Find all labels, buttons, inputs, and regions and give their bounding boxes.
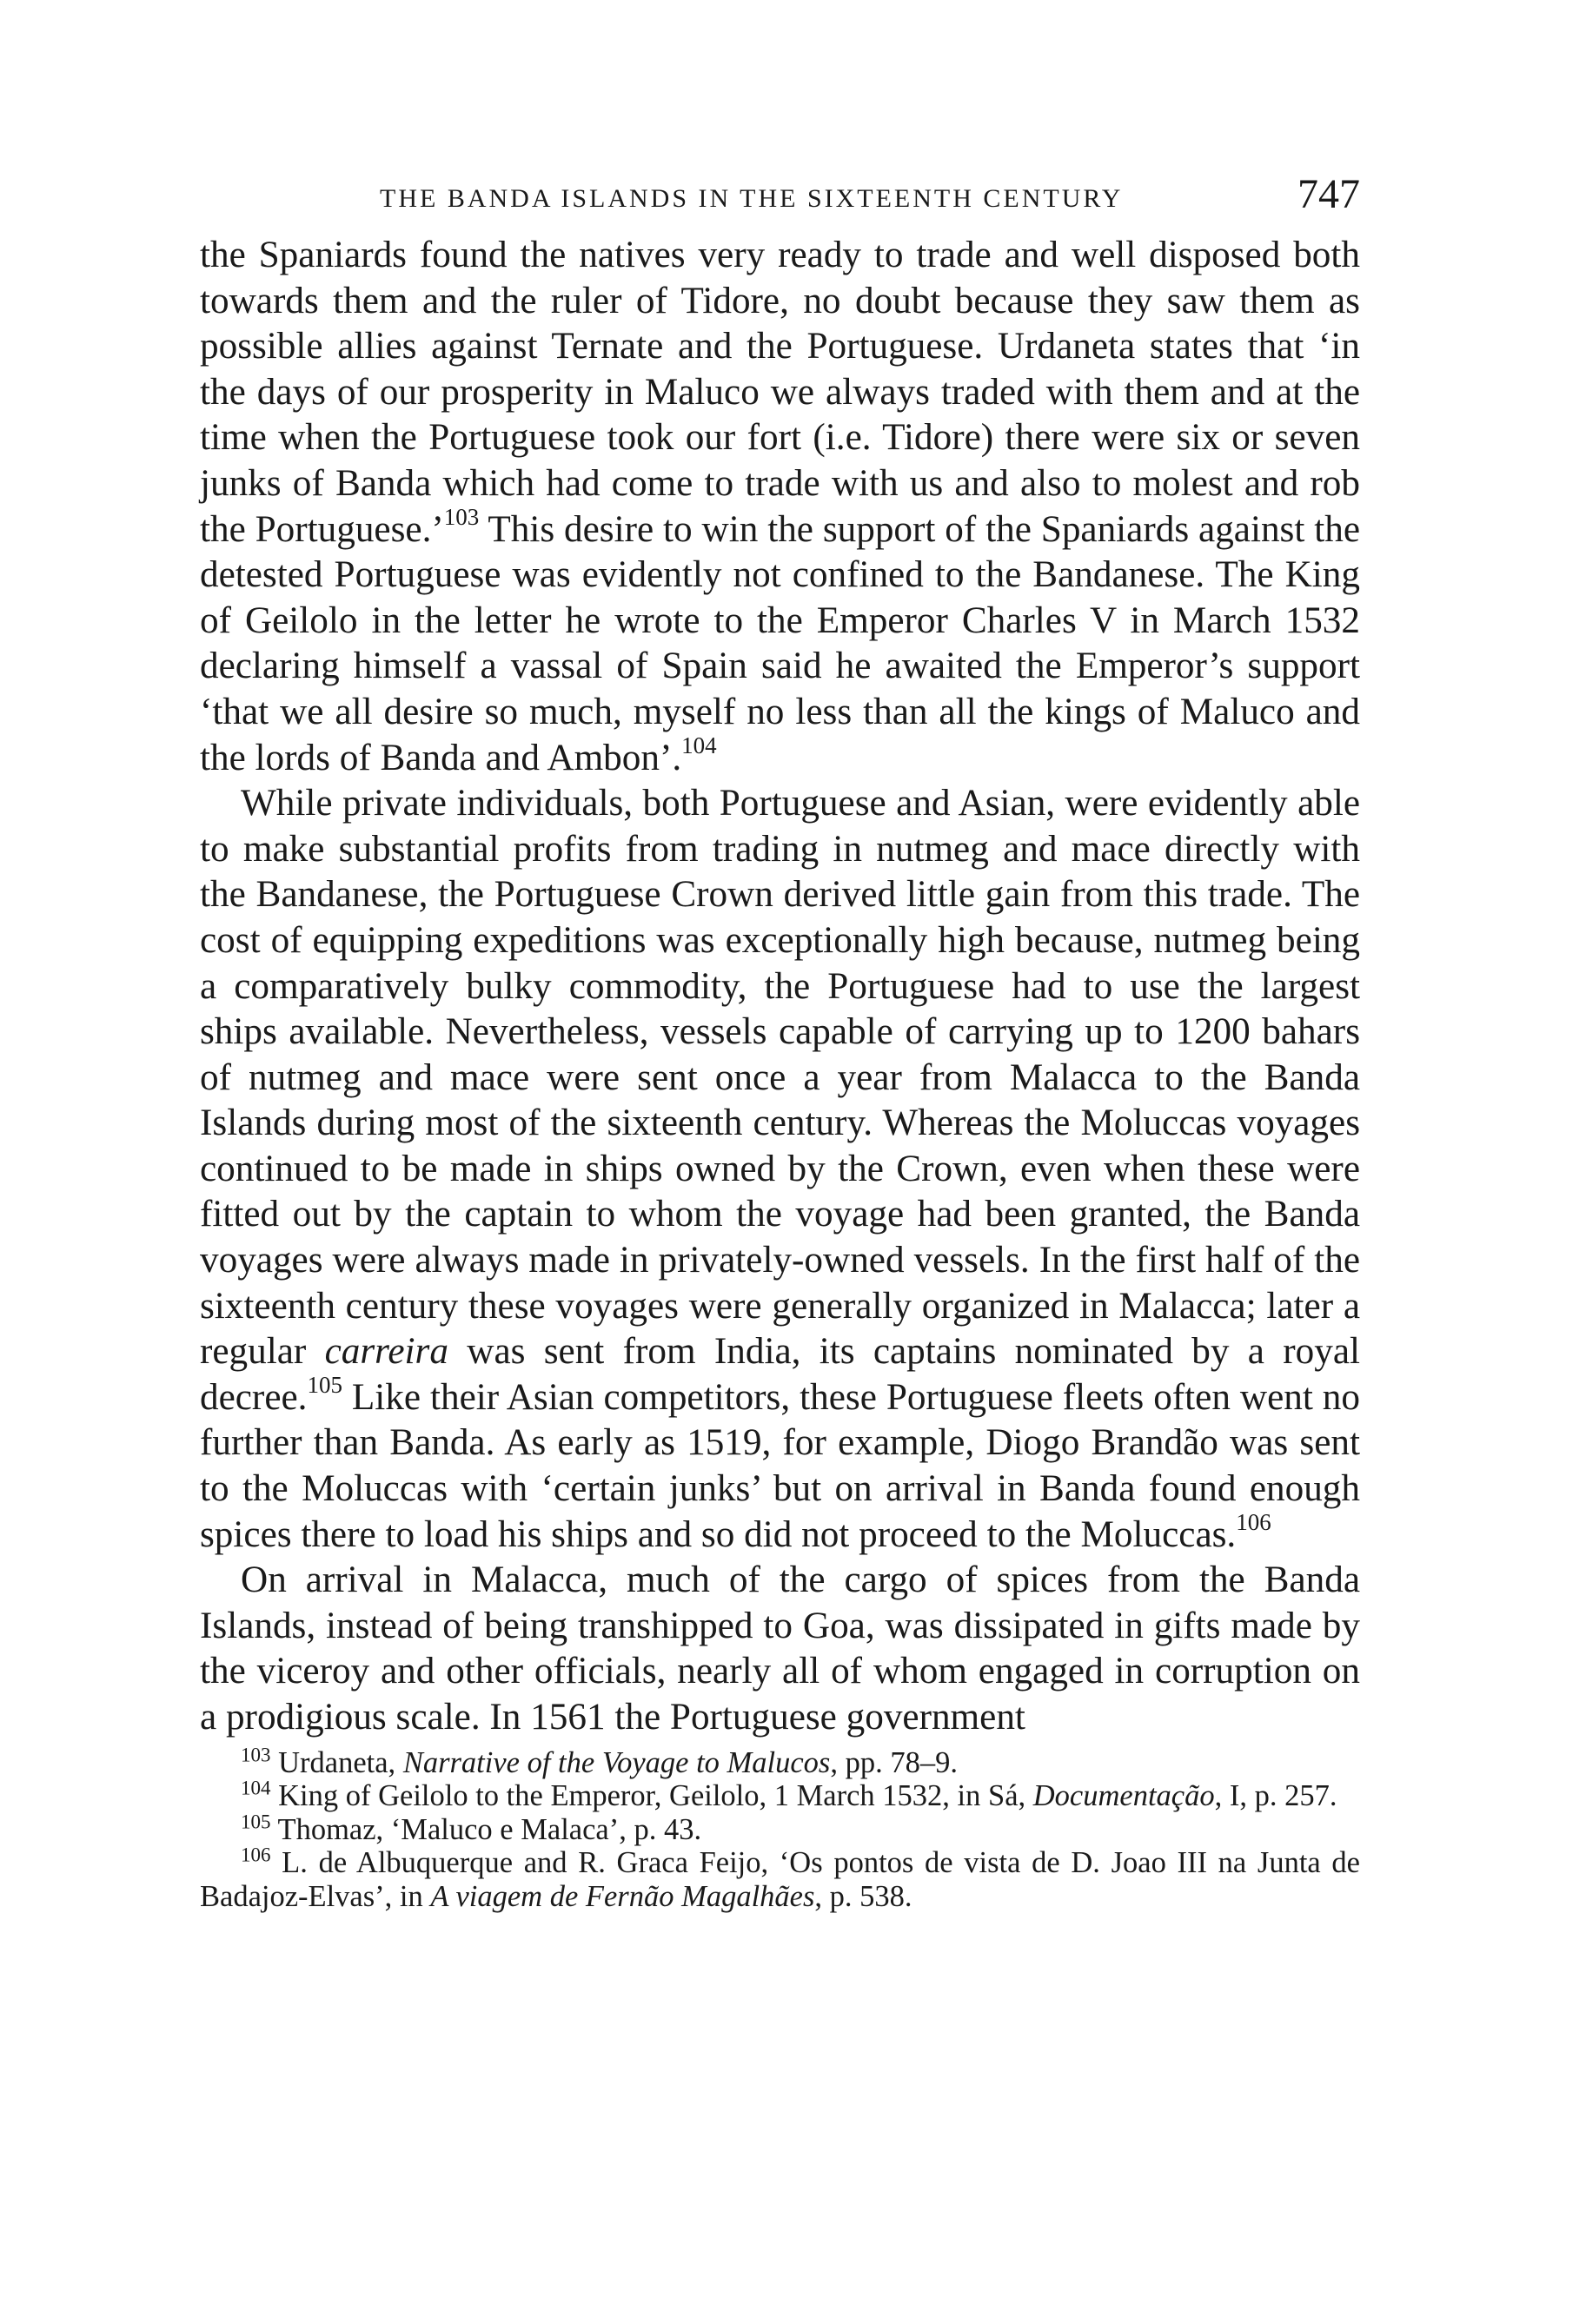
paragraph <box>200 233 1360 781</box>
footnote-number: 104 <box>241 1777 271 1799</box>
running-title: THE BANDA ISLANDS IN THE SIXTEENTH CENTURY <box>380 184 1124 213</box>
running-head <box>200 165 1360 226</box>
footnote-ref-104: 104 <box>681 732 717 758</box>
footnote-105 <box>200 1810 1360 1847</box>
paragraph <box>200 781 1360 1558</box>
footnote-106 <box>200 1846 1360 1913</box>
footnote-ref-105: 105 <box>307 1371 342 1398</box>
italic-term: carreira <box>324 1331 448 1373</box>
footnote-ref-103: 103 <box>443 503 480 530</box>
text-run: , p. 538. <box>814 1879 912 1913</box>
text-run: , I, p. 257. <box>1214 1779 1337 1813</box>
footnote-103 <box>200 1743 1360 1780</box>
italic-title: Narrative of the Voyage to Malucos <box>402 1745 831 1779</box>
text-run: Urdaneta, <box>270 1745 403 1779</box>
page-number: 747 <box>1297 171 1360 217</box>
body-text <box>200 233 1360 1741</box>
text-run: the Spaniards found the natives very ready to trade and well disposed both towards them and the ruler of Tidore, no doubt because they saw them as possible allies against Ternate and the Portuguese. Urdaneta states that ‘in the days of our prosperity in Maluco we always traded with them and at the time when the Portuguese took our fort (i.e. Tidore) there were six or seven junks of Banda which had come to trade with us and also to molest and rob the Portuguese.’ <box>200 235 1360 550</box>
journal-page <box>200 165 1360 1913</box>
footnote-number: 105 <box>241 1810 271 1832</box>
text-run: Like their Asian competitors, these Portuguese fleets often went no further than Banda. As early as 1519, for example, Diogo Brandão was sent to the Moluccas with ‘certain junks’ but on arrival in Banda found enough spices there to load his ships and so did not proceed to the Moluccas. <box>200 1376 1360 1555</box>
italic-title: A viagem de Fernão Magalhães <box>430 1879 815 1913</box>
footnote-104 <box>200 1779 1360 1813</box>
footnote-number: 103 <box>241 1743 271 1765</box>
text-run: Thomaz, ‘Maluco e Malaca’, p. 43. <box>270 1812 702 1846</box>
text-run: On arrival in Malacca, much of the cargo of spices from the Banda Islands, instead of being transhipped to Goa, was dissipated in gifts made by the viceroy and other officials, nearly all of whom engaged in corruption on a prodigious scale. In 1561 the Portuguese government <box>200 1559 1360 1738</box>
text-run: , pp. 78–9. <box>830 1745 958 1779</box>
paragraph <box>200 1558 1360 1740</box>
italic-title: Documentação <box>1032 1779 1215 1813</box>
text-run: King of Geilolo to the Emperor, Geilolo, 1 March 1532, in Sá, <box>270 1779 1033 1813</box>
footnote-number: 106 <box>241 1844 271 1866</box>
footnotes <box>200 1743 1360 1914</box>
text-run: L. de Albuquerque and R. Graca Feijo, ‘Os pontos de vista de D. Joao III na Junta de Badajoz-Elvas’, in <box>200 1846 1360 1913</box>
text-run: While private individuals, both Portuguese and Asian, were evidently able to make substantial profits from trading in nutmeg and mace directly with the Bandanese, the Portuguese Crown derived little gain from this trade. The cost of equipping expeditions was exceptionally high because, nutmeg being a comparatively bulky commodity, the Portuguese had to use the largest ships available. Nevertheless, vessels capable of carrying up to 1200 bahars of nutmeg and mace were sent once a year from Malacca to the Banda Islands during most of the sixteenth century. Whereas the Moluccas voyages continued to be made in ships owned by the Crown, even when these were fitted out by the captain to whom the voyage had been granted, the Banda voyages were always made in privately-owned vessels. In the first half of the sixteenth century these voyages were generally organized in Malacca; later a regular <box>200 783 1360 1373</box>
text-run: This desire to win the support of the Spaniards against the detested Portuguese was evidently not confined to the Bandanese. The King of Geilolo in the letter he wrote to the Emperor Charles V in March 1532 declaring himself a vassal of Spain said he awaited the Emperor’s support ‘that we all desire so much, myself no less than all the kings of Maluco and the lords of Banda and Ambon’. <box>200 508 1361 778</box>
footnote-ref-106: 106 <box>1236 1508 1271 1535</box>
text-run: was sent from India, its captains nominated by a royal decree. <box>200 1331 1360 1418</box>
